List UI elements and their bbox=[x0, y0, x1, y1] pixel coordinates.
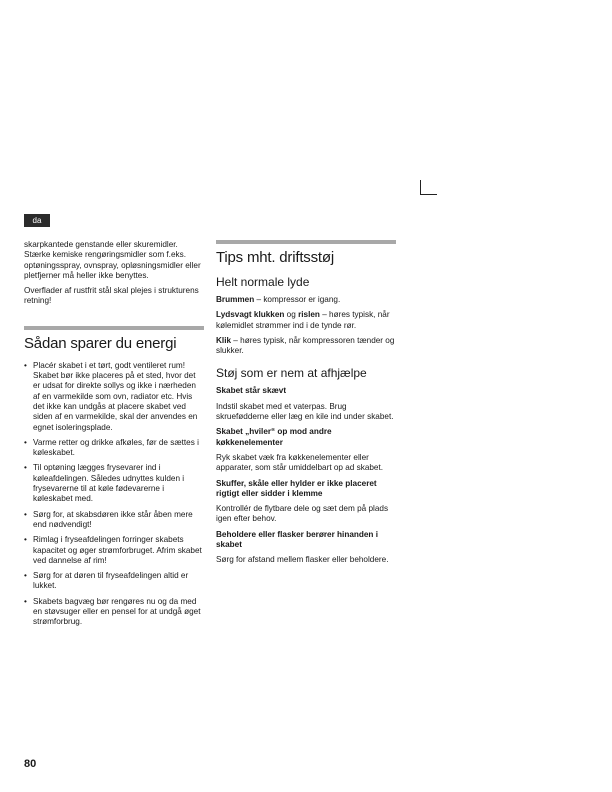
issue-solution: Kontrollér de flytbare dele og sæt dem på plads igen efter behov. bbox=[216, 504, 389, 524]
list-item: • Placér skabet i et tørt, godt ventileret rum! Skabet bør ikke placeres på et sted, hvor det er udsat for direkte sollys og ikke i nærheden af en varmekilde som ovn, radiator etc. Hvis det ikke kan undgås at placere skabet ved siden af en varmekilde, skal der anvendes en egnet isoleringsplade. bbox=[24, 361, 204, 433]
issue-solution: Sørg for afstand mellem flasker eller beholdere. bbox=[216, 555, 389, 565]
issue-solution: Indstil skabet med et vaterpas. Brug skruefødderne eller læg en kile ind under skabet. bbox=[216, 401, 394, 422]
noise-description: kompressor er igang. bbox=[263, 295, 341, 304]
noise-item: Klik – høres typisk, når kompressoren tænder og slukker. bbox=[216, 335, 395, 356]
noise-description: høres typisk, når kompressoren tænder og slukker. bbox=[216, 335, 395, 356]
list-item: • Til optøning lægges frysevarer ind i køleafdelingen. Således udnyttes kulden i frysevarerne til at køle fødevarerne i køleskabet med. bbox=[24, 463, 204, 504]
list-item: • Sørg for at døren til fryseafdelingen altid er lukket. bbox=[24, 571, 204, 592]
noise-term: rislen bbox=[298, 310, 320, 320]
issue-title: Skabet står skævt bbox=[216, 386, 287, 396]
energy-tips-list bbox=[24, 361, 204, 628]
section-rule bbox=[24, 326, 204, 330]
page-number: 80 bbox=[24, 758, 37, 770]
list-item: • Rimlag i fryseafdelingen forringer skabets kapacitet og øger strømforbruget. Afrim skabet ved dannelse af rim! bbox=[24, 535, 204, 566]
issue-title: Skuffer, skåle eller hylder er ikke placeret rigtigt eller sidder i klemme bbox=[216, 478, 377, 498]
intro-paragraph: Overflader af rustfrit stål skal plejes i strukturens retning! bbox=[24, 286, 199, 306]
noise-term: Brummen bbox=[216, 295, 255, 304]
right-column bbox=[216, 240, 396, 571]
normal-sounds-heading: Helt normale lyde bbox=[216, 275, 310, 289]
list-item: • Sørg for, at skabsdøren ikke står åben mere end nødvendigt! bbox=[24, 510, 204, 531]
issue-title: Beholdere eller flasker berører hinanden i skabet bbox=[216, 529, 378, 550]
energy-heading: Sådan sparer du energi bbox=[24, 334, 177, 352]
section-rule bbox=[216, 240, 396, 244]
left-column bbox=[24, 240, 204, 633]
language-tag: da bbox=[24, 214, 50, 227]
noise-heading: Tips mht. driftsstøj bbox=[216, 249, 334, 266]
noise-term: Lydsvagt klukken bbox=[216, 310, 285, 320]
list-item: • Varme retter og drikke afkøles, før de sættes i køleskabet. bbox=[24, 438, 204, 459]
noise-description: høres typisk, når kølemidlet strømmer ind i de tynde rør. bbox=[216, 310, 390, 330]
crop-corner-mark bbox=[420, 180, 437, 195]
avoidable-noise-heading: Støj som er nem at afhjælpe bbox=[216, 366, 367, 381]
list-item: • Skabets bagvæg bør rengøres nu og da med en støvsuger eller en pensel for at undgå øget strømforbrug. bbox=[24, 597, 204, 628]
intro-paragraph: skarpkantede genstande eller skuremidler. Stærke kemiske rengøringsmidler som f.eks. optøningsspray, ovnspray, opløsningsmidler eller pletfjerner må heller ikke benyttes. bbox=[24, 240, 201, 280]
issue-title: Skabet „hviler“ op mod andre køkkenelementer bbox=[216, 427, 332, 447]
noise-term: Klik bbox=[216, 335, 232, 345]
issue-solution: Ryk skabet væk fra køkkenelementer eller apparater, som står umiddelbart op ad skabet. bbox=[216, 452, 384, 473]
noise-item: Brummen – kompressor er igang. bbox=[216, 295, 341, 304]
noise-item: Lydsvagt klukken og rislen – høres typisk, når kølemidlet strømmer ind i de tynde rør. bbox=[216, 310, 390, 330]
